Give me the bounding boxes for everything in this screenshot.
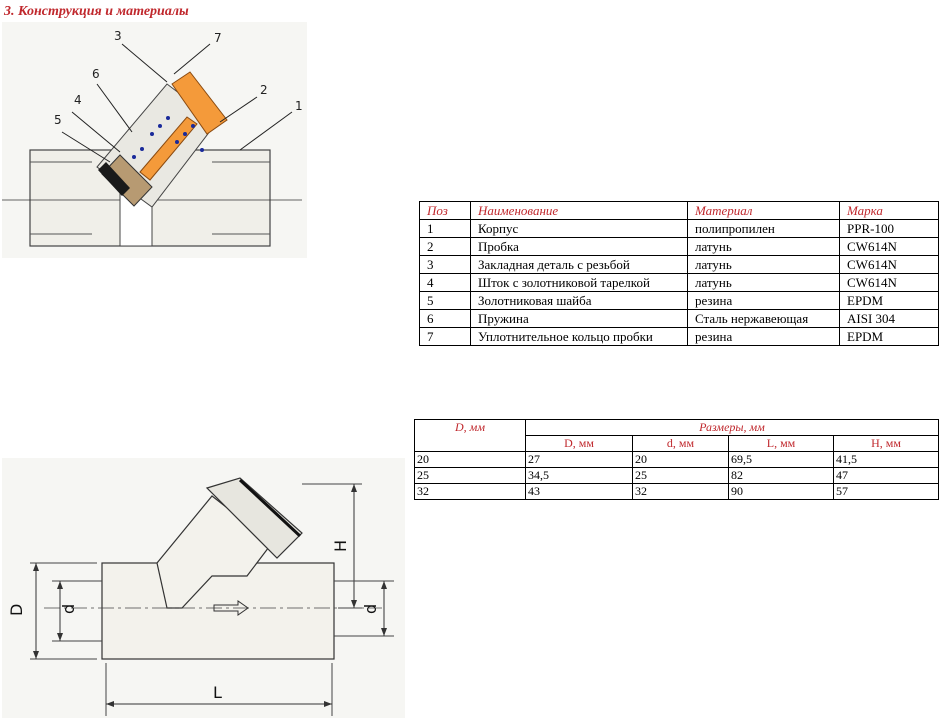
- dim-d-right-label: d: [361, 603, 380, 614]
- subheader-H: H, мм: [834, 436, 939, 452]
- cell: 2: [420, 238, 471, 256]
- callout-4: 4: [74, 93, 82, 107]
- cell: 32: [633, 484, 729, 500]
- callout-2: 2: [260, 83, 268, 97]
- cell: латунь: [688, 274, 840, 292]
- table-row: [420, 292, 939, 310]
- dim-L-label: L: [213, 683, 222, 702]
- cell: CW614N: [840, 256, 939, 274]
- header-nominal-d: D, мм: [415, 420, 526, 452]
- cell: 3: [420, 256, 471, 274]
- cell: 20: [415, 452, 526, 468]
- subheader-D: D, мм: [526, 436, 633, 452]
- cell: 47: [834, 468, 939, 484]
- header-name: Наименование: [471, 202, 688, 220]
- cell: 6: [420, 310, 471, 328]
- dim-D-label: D: [7, 603, 26, 616]
- section-heading: 3. Конструкция и материалы: [4, 4, 189, 19]
- cell: резина: [688, 292, 840, 310]
- cell: EPDM: [840, 328, 939, 346]
- valve-section-drawing: [2, 22, 307, 258]
- valve-dimension-svg: [2, 458, 405, 718]
- cell: CW614N: [840, 238, 939, 256]
- cell: EPDM: [840, 292, 939, 310]
- table-row: [420, 310, 939, 328]
- cell: резина: [688, 328, 840, 346]
- cell: CW614N: [840, 274, 939, 292]
- table-row: [420, 274, 939, 292]
- cell: 20: [633, 452, 729, 468]
- header-material: Материал: [688, 202, 840, 220]
- dim-H-label: H: [331, 539, 350, 552]
- cell: 41,5: [834, 452, 939, 468]
- table-row: [420, 256, 939, 274]
- cell: 69,5: [729, 452, 834, 468]
- cell: Пружина: [471, 310, 688, 328]
- table-row: [415, 452, 939, 468]
- header-dimensions-group: Размеры, мм: [526, 420, 939, 436]
- callout-7: 7: [214, 31, 222, 45]
- cell: 32: [415, 484, 526, 500]
- cell: латунь: [688, 256, 840, 274]
- cell: 25: [633, 468, 729, 484]
- dimensions-header-row: [415, 420, 939, 436]
- header-grade: Марка: [840, 202, 939, 220]
- cell: 34,5: [526, 468, 633, 484]
- table-row: [415, 484, 939, 500]
- cell: 1: [420, 220, 471, 238]
- header-pos: Поз: [420, 202, 471, 220]
- materials-header-row: [420, 202, 939, 220]
- cell: AISI 304: [840, 310, 939, 328]
- cell: 43: [526, 484, 633, 500]
- cell: Золотниковая шайба: [471, 292, 688, 310]
- cell: PPR-100: [840, 220, 939, 238]
- table-row: [420, 220, 939, 238]
- cell: Пробка: [471, 238, 688, 256]
- cell: латунь: [688, 238, 840, 256]
- cell: Корпус: [471, 220, 688, 238]
- cell: 25: [415, 468, 526, 484]
- cell: 57: [834, 484, 939, 500]
- cell: Закладная деталь с резьбой: [471, 256, 688, 274]
- callout-6: 6: [92, 67, 100, 81]
- subheader-L: L, мм: [729, 436, 834, 452]
- cell: полипропилен: [688, 220, 840, 238]
- dim-d-left-label: d: [59, 603, 78, 614]
- dimensions-table: [414, 419, 939, 500]
- cell: 27: [526, 452, 633, 468]
- callout-1: 1: [295, 99, 303, 113]
- valve-section-svg: [2, 22, 307, 258]
- table-row: [420, 328, 939, 346]
- cell: 5: [420, 292, 471, 310]
- subheader-d: d, мм: [633, 436, 729, 452]
- valve-dimension-drawing: [2, 458, 405, 718]
- cell: 7: [420, 328, 471, 346]
- callout-5: 5: [54, 113, 62, 127]
- cell: Шток с золотниковой тарелкой: [471, 274, 688, 292]
- cell: 4: [420, 274, 471, 292]
- cell: Уплотнительное кольцо пробки: [471, 328, 688, 346]
- materials-table: [419, 201, 939, 346]
- table-row: [420, 238, 939, 256]
- cell: 90: [729, 484, 834, 500]
- cell: Сталь нержавеющая: [688, 310, 840, 328]
- table-row: [415, 468, 939, 484]
- cell: 82: [729, 468, 834, 484]
- callout-3: 3: [114, 29, 122, 43]
